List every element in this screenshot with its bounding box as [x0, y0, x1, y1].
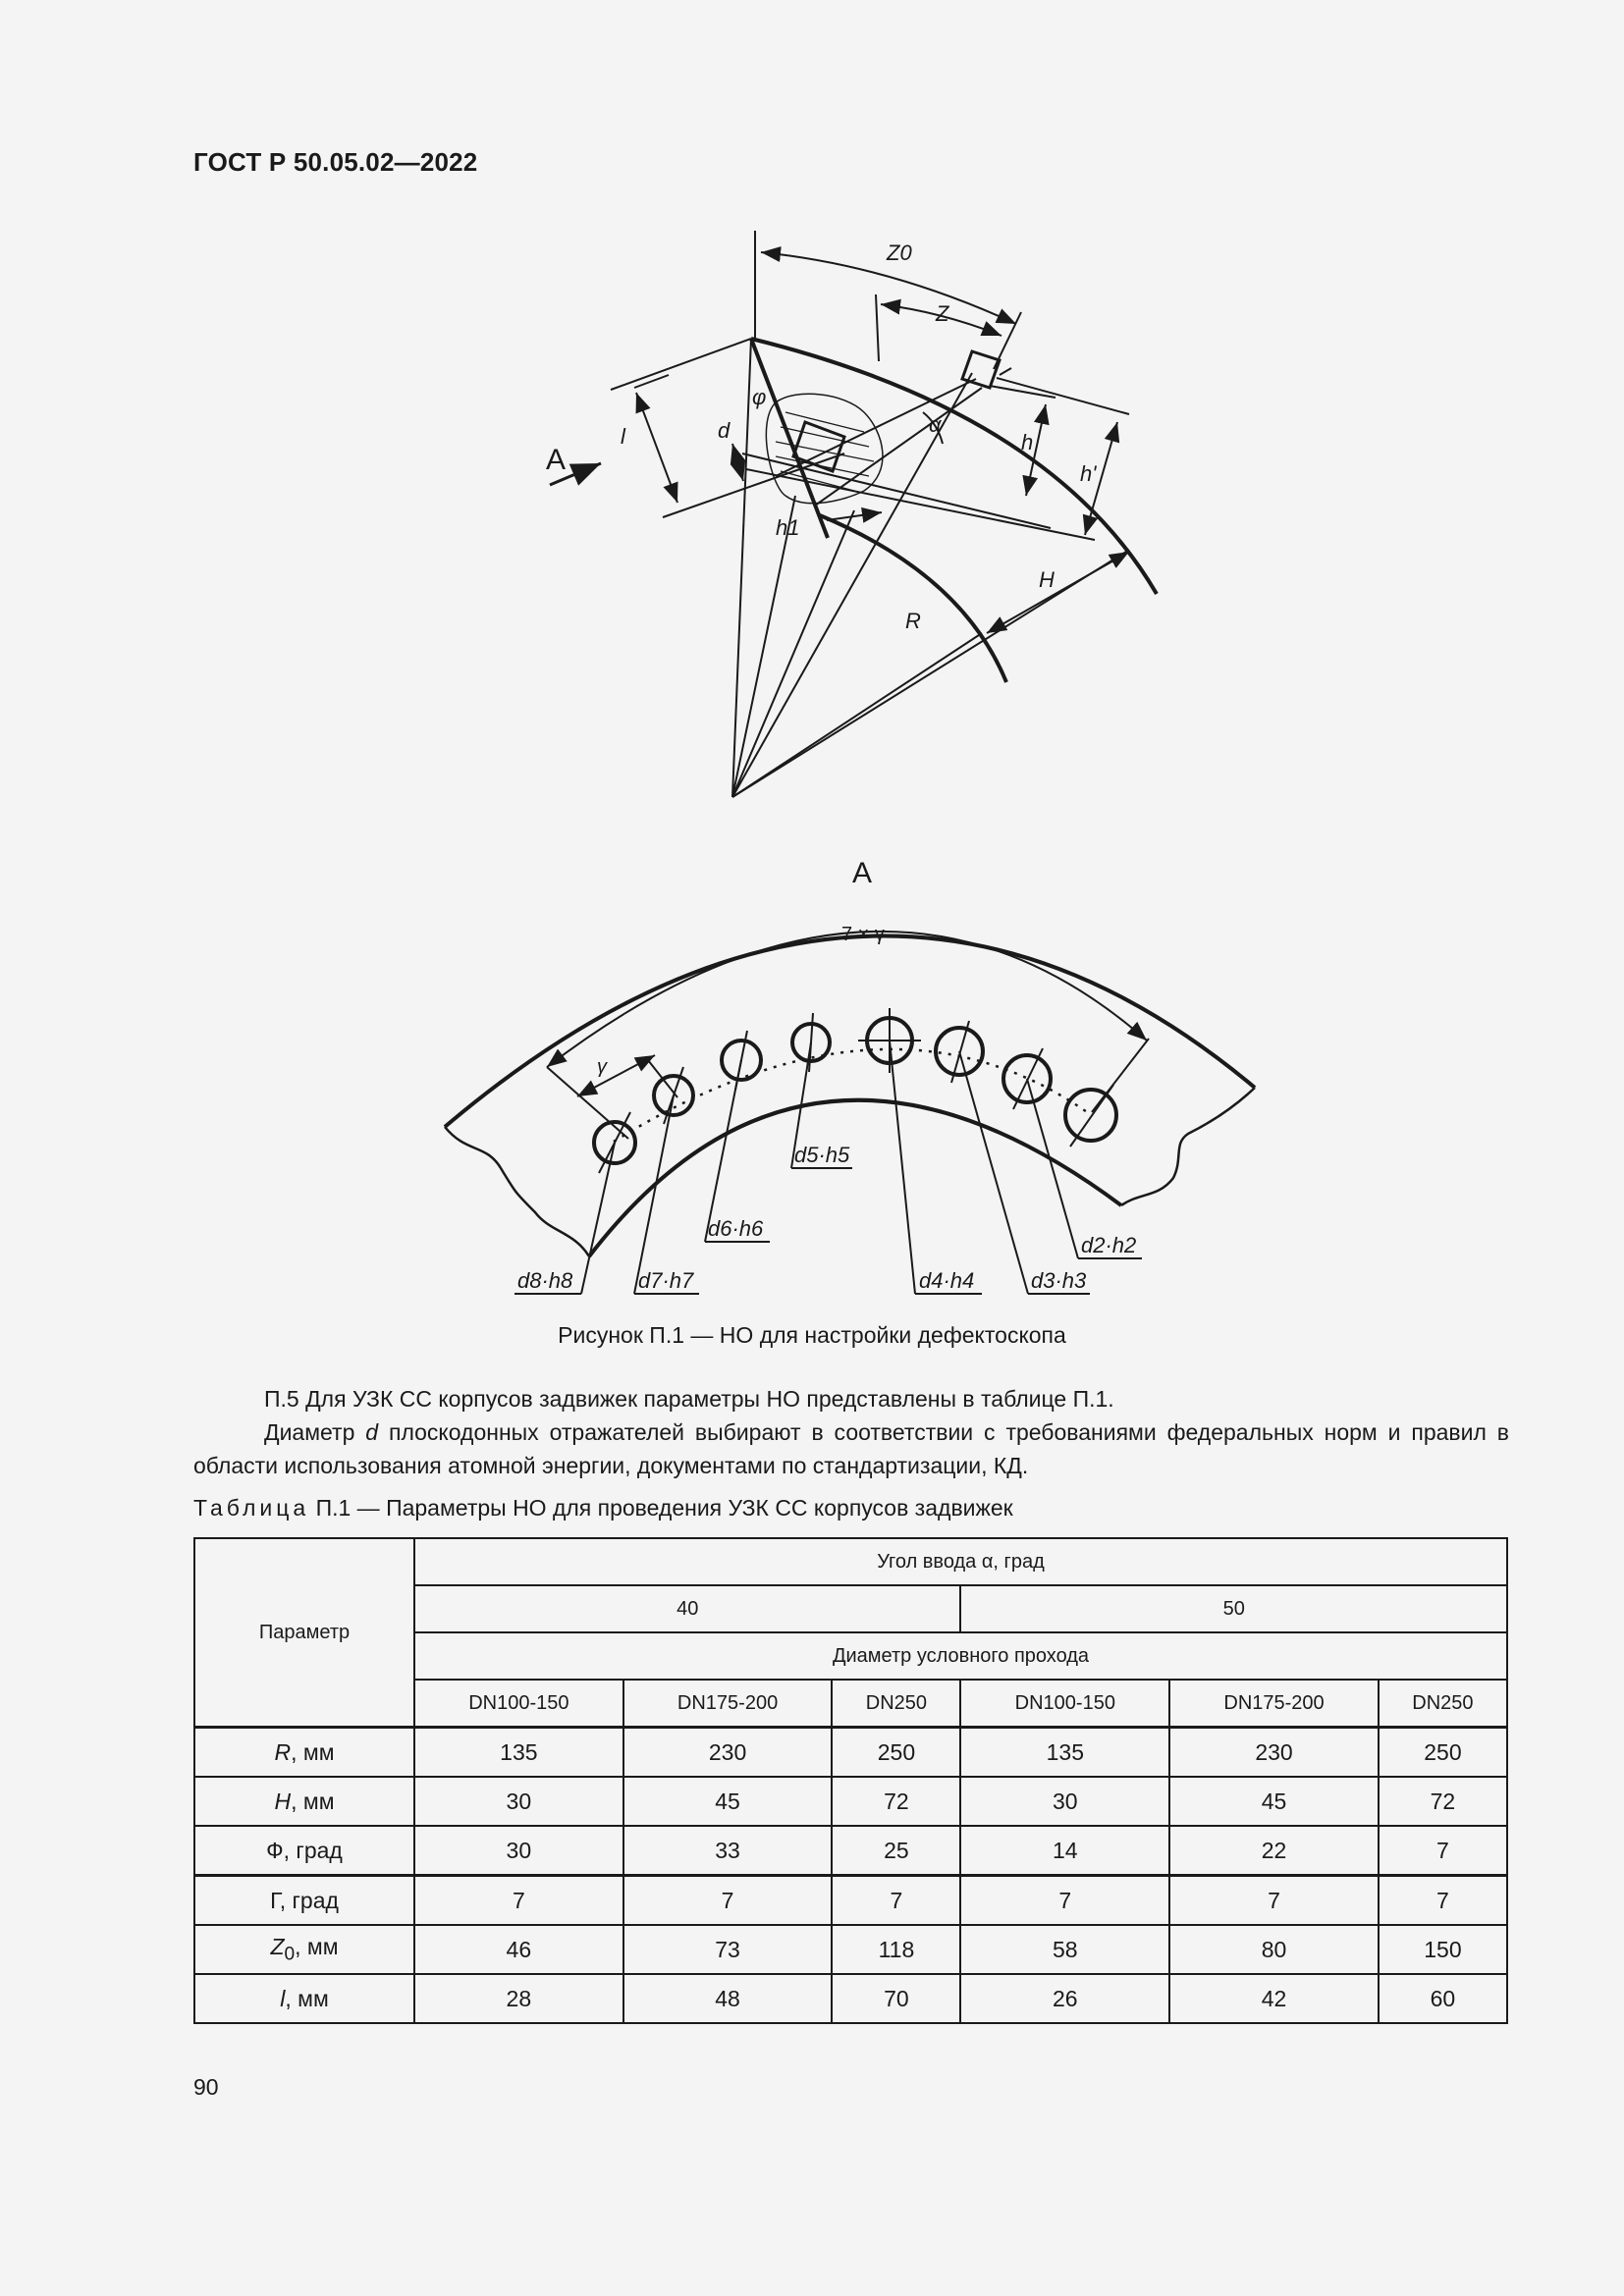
table-cell: 33: [623, 1826, 833, 1876]
dn-cell: DN100-150: [960, 1680, 1169, 1728]
row-label: $Z_0$, мм: [194, 1925, 414, 1974]
table-cell: 7: [1379, 1876, 1507, 1926]
label-l: l: [621, 424, 625, 449]
row-label: Ф, град: [194, 1826, 414, 1876]
paragraph-diameter: Диаметр d плоскодонных отражателей выбирают в соответствии с требованиями федеральных норм и правил в области использования атомной энергии, документами по стандартизации, КД.: [193, 1419, 1510, 1478]
reflector-label: d7·h7: [638, 1268, 694, 1293]
reflector-label: d6·h6: [708, 1216, 764, 1241]
table-cell: 230: [623, 1728, 833, 1778]
angle-header: Угол ввода α, град: [414, 1538, 1507, 1585]
table-cell: 70: [832, 1974, 960, 2023]
label-r: R: [905, 609, 921, 633]
row-label: l, мм: [194, 1974, 414, 2023]
inner-arc: [820, 515, 1006, 682]
arc-label: 7 × γ: [841, 924, 885, 945]
label-h: h: [1021, 430, 1034, 454]
label-a-arrow: A: [546, 444, 567, 476]
table-cell: 7: [414, 1876, 623, 1926]
table-cell: 250: [832, 1728, 960, 1778]
table-cell: 118: [832, 1925, 960, 1974]
table-cell: 72: [832, 1777, 960, 1826]
figure-caption: Рисунок П.1 — НО для настройки дефектоскопа: [558, 1322, 1066, 1348]
table-cell: 25: [832, 1826, 960, 1876]
table-cell: 135: [414, 1728, 623, 1778]
label-h1: h1: [776, 515, 800, 540]
row-label: Г, град: [194, 1876, 414, 1926]
label-big-h: H: [1039, 567, 1055, 592]
table-cell: 230: [1169, 1728, 1379, 1778]
table-cell: 22: [1169, 1826, 1379, 1876]
label-d: d: [718, 418, 731, 443]
dn-cell: DN250: [832, 1680, 960, 1728]
table-cell: 150: [1379, 1925, 1507, 1974]
table-cell: 7: [623, 1876, 833, 1926]
page-number: 90: [193, 2074, 219, 2100]
dn-cell: DN250: [1379, 1680, 1507, 1728]
table-cell: 30: [960, 1777, 1169, 1826]
table-cell: 135: [960, 1728, 1169, 1778]
table-row: [194, 1876, 1507, 1926]
document-header: ГОСТ Р 50.05.02—2022: [193, 147, 478, 177]
table-cell: 7: [832, 1876, 960, 1926]
param-header: Параметр: [194, 1538, 414, 1728]
reflector-label: d4·h4: [919, 1268, 975, 1293]
table-cell: 73: [623, 1925, 833, 1974]
label-alpha: α: [929, 412, 942, 437]
table-cell: 60: [1379, 1974, 1507, 2023]
table-cell: 80: [1169, 1925, 1379, 1974]
row-label: R, мм: [194, 1728, 414, 1778]
table-cell: 45: [623, 1777, 833, 1826]
table-caption: Таблица П.1 — Параметры НО для проведения УЗК СС корпусов задвижек: [193, 1495, 1013, 1521]
table-cell: 7: [1379, 1826, 1507, 1876]
table-cell: 42: [1169, 1974, 1379, 2023]
table-cell: 48: [623, 1974, 833, 2023]
label-z0: Z0: [887, 240, 912, 265]
table-row: [194, 1826, 1507, 1876]
label-h-prime: h': [1080, 461, 1097, 486]
table-cell: 7: [1169, 1876, 1379, 1926]
dn-cell: DN175-200: [1169, 1680, 1379, 1728]
angle-40: 40: [414, 1585, 960, 1632]
view-a-title: A: [852, 857, 873, 889]
reflector-label: d8·h8: [517, 1268, 573, 1293]
reflector-label: d5·h5: [794, 1143, 850, 1167]
table-row: [194, 1728, 1507, 1778]
reflector-label: d3·h3: [1031, 1268, 1087, 1293]
table-cell: 26: [960, 1974, 1169, 2023]
angle-50: 50: [960, 1585, 1507, 1632]
dn-header: Диаметр условного прохода: [414, 1632, 1507, 1680]
table-cell: 30: [414, 1777, 623, 1826]
table-row: [194, 1777, 1507, 1826]
table-cell: 7: [960, 1876, 1169, 1926]
label-z: Z: [936, 301, 949, 326]
table-row: [194, 1925, 1507, 1974]
table-cell: 250: [1379, 1728, 1507, 1778]
table-cell: 58: [960, 1925, 1169, 1974]
dn-cell: DN100-150: [414, 1680, 623, 1728]
parameters-table: [193, 1537, 1508, 2024]
table-cell: 46: [414, 1925, 623, 1974]
paragraph-p5: П.5 Для УЗК СС корпусов задвижек параметры НО представлены в таблице П.1.: [264, 1386, 1114, 1412]
table-cell: 14: [960, 1826, 1169, 1876]
reflector-label: d2·h2: [1081, 1233, 1137, 1257]
table-cell: 45: [1169, 1777, 1379, 1826]
gamma-label: γ: [597, 1056, 607, 1078]
dn-cell: DN175-200: [623, 1680, 833, 1728]
table-cell: 30: [414, 1826, 623, 1876]
table-row: [194, 1974, 1507, 2023]
table-cell: 28: [414, 1974, 623, 2023]
table-cell: 72: [1379, 1777, 1507, 1826]
row-label: H, мм: [194, 1777, 414, 1826]
label-phi: φ: [752, 385, 767, 409]
